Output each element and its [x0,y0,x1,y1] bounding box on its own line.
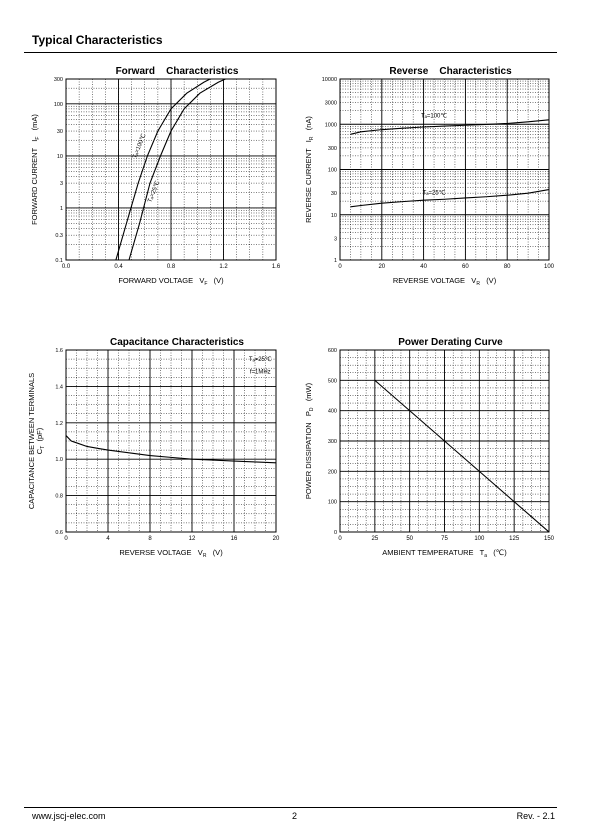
reverse-xtick-label: 20 [378,264,386,270]
forward-xtick-label: 1.2 [219,264,228,270]
forward-xtick-label: 1.6 [271,264,281,270]
capacitance-title: Capacitance Characteristics [110,337,244,348]
forward-series-line-0 [116,78,213,260]
reverse-xtick-label: 100 [543,264,555,270]
reverse-annotation: Tₐ=25℃ [422,190,446,197]
forward-xtick-label: 0.4 [114,264,123,270]
derating-xtick-label: 100 [474,536,485,542]
forward-xtick-label: 0.8 [166,264,176,270]
derating-ytick-label: 200 [327,469,337,476]
derating-frame [340,350,549,532]
derating-xtick-label: 50 [406,536,414,542]
forward-annotation: Tₐ=100℃ [132,133,148,160]
derating-xlabel: AMBIENT TEMPERATURE $T_a$ (℃) [382,548,507,559]
forward-annotation: Tₐ=25℃ [147,180,162,204]
forward-xtick-label: 0.0 [61,264,71,270]
reverse-ytick-label: 1 [333,258,337,264]
reverse-xlabel: REVERSE VOLTAGE $V_R$ (V) [392,276,497,287]
forward-frame [66,79,276,260]
footer-website[interactable]: www.jscj-elec.com [32,811,106,821]
forward-ytick-label: 1 [59,205,63,212]
capacitance-ytick-label: 0.6 [55,530,63,536]
capacitance-annotation: f=1MHz [249,369,271,376]
capacitance-xtick-label: 16 [230,536,238,542]
derating-ytick-label: 300 [327,439,337,445]
header-rule [24,52,557,53]
forward-series-line-1 [129,78,229,260]
reverse-ytick-label: 1000 [324,122,337,129]
capacitance-ytick-label: 0.8 [55,493,63,500]
reverse-annotation: Tₐ=100℃ [420,113,448,120]
forward-ytick-label: 0.3 [55,233,63,240]
forward-ytick-label: 10 [56,153,63,160]
reverse-ytick-label: 10000 [321,77,337,83]
derating-xtick-label: 0 [338,536,342,542]
reverse-ytick-label: 3 [333,236,337,243]
capacitance-ylabel-symbol: $C_T$ (pF) [35,427,46,455]
derating-major-grid [340,350,549,532]
forward-ylabel: FORWARD CURRENT $I_F$ (mA) [30,114,41,225]
capacitance-annotation: Tₐ=25℃ [248,356,272,363]
reverse-ytick-label: 30 [330,191,337,198]
forward-ytick-label: 100 [53,101,63,108]
derating-ytick-label: 0 [333,530,337,536]
reverse-series-line-0 [350,120,549,134]
capacitance-xtick-label: 20 [272,536,280,542]
capacitance-minor-grid [66,350,276,532]
reverse-ytick-label: 10 [330,212,337,219]
derating-ytick-label: 100 [327,499,337,506]
reverse-ytick-label: 300 [327,145,337,152]
reverse-frame [340,79,549,260]
derating-ylabel: POWER DISSIPATION $P_D$ (mW) [304,382,315,500]
capacitance-xtick-label: 4 [106,536,110,542]
reverse-xtick-label: 60 [462,264,469,270]
capacitance-frame [66,350,276,532]
footer-rule [24,807,557,808]
derating-series-line-0 [375,380,549,532]
capacitance-ytick-label: 1.6 [55,348,63,354]
reverse-major-grid [340,79,549,260]
derating-xtick-label: 150 [543,536,555,542]
capacitance-xlabel: REVERSE VOLTAGE $V_R$ (V) [119,548,223,559]
derating-xtick-label: 125 [509,536,520,542]
reverse-ylabel: REVERSE CURRENT $I_R$ (nA) [304,116,315,223]
footer-page-number: 2 [292,811,298,821]
capacitance-xtick-label: 0 [64,536,68,542]
forward-ytick-label: 300 [53,77,63,83]
forward-xlabel: FORWARD VOLTAGE $V_F$ (V) [118,276,224,287]
page-title: Typical Characteristics [32,33,163,47]
reverse-title: Reverse Characteristics [389,66,512,77]
capacitance-major-grid [66,350,276,532]
forward-ytick-label: 30 [56,129,63,136]
forward-minor-grid [66,79,276,260]
forward-ytick-label: 0.1 [55,258,63,264]
derating-ytick-label: 500 [327,378,337,385]
forward-chart [30,66,281,287]
reverse-ytick-label: 3000 [324,100,337,107]
derating-chart [304,337,555,559]
reverse-xtick-label: 40 [420,264,427,270]
capacitance-xtick-label: 8 [148,536,152,542]
capacitance-ytick-label: 1.0 [55,457,63,464]
capacitance-ytick-label: 1.2 [55,420,63,427]
forward-major-grid [66,79,276,260]
forward-ytick-label: 3 [59,181,63,188]
footer-revision: Rev. - 2.1 [516,811,555,821]
capacitance-ytick-label: 1.4 [55,384,63,391]
reverse-xtick-label: 80 [503,264,511,270]
capacitance-xtick-label: 12 [188,536,196,542]
derating-ytick-label: 600 [327,348,337,354]
derating-xtick-label: 75 [441,536,448,542]
reverse-series-line-1 [350,190,549,207]
capacitance-chart [27,337,280,559]
reverse-ytick-label: 100 [327,167,337,174]
derating-title: Power Derating Curve [398,337,503,348]
derating-minor-grid [340,350,549,532]
forward-title: Forward Characteristics [115,66,239,77]
capacitance-series-line-0 [66,436,276,463]
reverse-chart [304,66,555,287]
reverse-minor-grid [340,79,549,260]
capacitance-ylabel: CAPACITANCE BETWEEN TERMINALS [27,372,36,510]
reverse-xtick-label: 0 [338,264,342,270]
derating-ytick-label: 400 [327,408,337,415]
derating-xtick-label: 25 [371,536,379,542]
